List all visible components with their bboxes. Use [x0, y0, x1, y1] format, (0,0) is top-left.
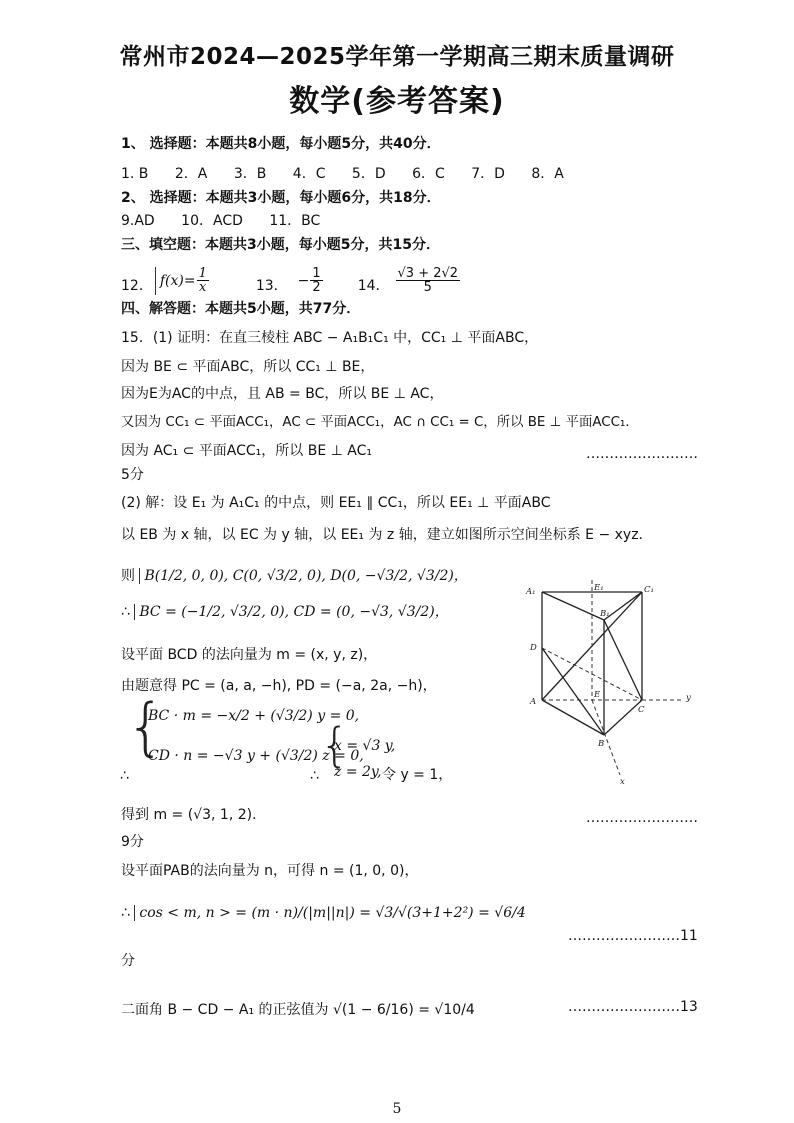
- label-b: B: [598, 739, 605, 749]
- q13-label: 13．: [255, 278, 288, 294]
- score-5: 5分: [121, 467, 144, 483]
- q12-fx: f(x)=: [159, 272, 196, 289]
- answer-6: 6．C: [412, 166, 445, 182]
- let-y-equal-1: 令 y = 1，: [382, 767, 453, 783]
- label-e: E: [594, 690, 601, 700]
- score-13: ……………………13: [568, 999, 698, 1015]
- section-3-heading: 三、填空题：本题共3小题，每小题5分，共15分．: [121, 237, 440, 253]
- edge-b1-c1: [604, 592, 642, 620]
- therefore-1: ∴: [121, 604, 130, 620]
- p15-line-12: 得到 m = (√3, 1, 2)．: [121, 807, 267, 823]
- q13-answer: [298, 267, 324, 295]
- section-2-heading: 2、 选择题：本题共3小题，每小题6分，共18分．: [121, 190, 441, 206]
- score-dots-9: ……………………: [586, 810, 698, 826]
- p15-line-5: 因为 AC₁ ⊂ 平面ACC₁，所以 BE ⊥ AC₁: [121, 443, 373, 459]
- q12-label: 12．: [121, 278, 153, 294]
- p15-line-2: 因为 BE ⊂ 平面ABC，所以 CC₁ ⊥ BE，: [121, 359, 375, 375]
- therefore-4: ∴: [121, 905, 130, 921]
- exam-title: 常州市2024—2025学年第一学期高三期末质量调研: [119, 44, 675, 70]
- answer-10: 10．ACD: [181, 213, 243, 229]
- q14-answer: [396, 267, 461, 295]
- p15-line-14: [121, 905, 526, 921]
- multi-answer-list: [121, 210, 342, 230]
- edge-a-b: [542, 700, 604, 735]
- left-brace-2: {: [320, 718, 350, 772]
- p15-line-7: 以 EB 为 x 轴，以 EC 为 y 轴，以 EE₁ 为 z 轴，建立如图所示空间坐标系 E − xyz．: [121, 527, 653, 543]
- label-x: x: [620, 777, 625, 787]
- x-axis: [592, 700, 620, 775]
- segment-b1-c: [604, 620, 642, 700]
- p15-line-11: 由题意得 PC = (a, a, −h), PD = (−a, 2a, −h)，: [121, 678, 437, 694]
- system-eq-2: CD · n = −√3 y + (√3/2) z = 0,: [148, 748, 364, 764]
- prism-figure: [520, 570, 720, 790]
- system2-eq-2: z = 2y,: [334, 764, 382, 780]
- vector-coords: BC = (−1/2, √3/2, 0), CD = (0, −√3, √3/2)，: [134, 604, 448, 620]
- label-a1: A₁: [526, 587, 536, 597]
- answer-8: 8．A: [531, 166, 564, 182]
- label-c: C: [638, 705, 645, 715]
- p15-line-3: 因为E为AC的中点，且 AB = BC，所以 BE ⊥ AC，: [121, 386, 444, 402]
- mc-answer-list: [121, 163, 586, 183]
- score-11: ……………………11: [568, 928, 698, 944]
- system2-eq-1: x = √3 y,: [334, 738, 396, 754]
- q13-sign: −: [297, 272, 310, 289]
- label-c1: C₁: [644, 585, 654, 595]
- p15-line-9: [121, 601, 449, 621]
- p15-line-10: 设平面 BCD 的法向量为 m = (x, y, z)，: [121, 647, 378, 663]
- then-label: 则: [121, 568, 135, 584]
- point-coords: B(1/2, 0, 0), C(0, √3/2, 0), D(0, −√3/2, √3/2)，: [139, 568, 467, 584]
- label-d: D: [530, 643, 537, 653]
- left-brace-1: {: [126, 690, 166, 763]
- answer-5: 5．D: [351, 166, 386, 182]
- fill-answers: [121, 255, 461, 295]
- q13-den: 2: [312, 280, 321, 296]
- therefore-2: ∴: [120, 768, 129, 784]
- label-b1: B₁: [600, 609, 610, 619]
- label-y: y: [686, 693, 691, 703]
- score-9: 9分: [121, 834, 144, 850]
- answer-4: 4．C: [292, 166, 326, 182]
- answer-2: 2．A: [174, 166, 208, 182]
- q14-label: 14．: [357, 278, 390, 294]
- system-eq-1: BC · m = −x/2 + (√3/2) y = 0,: [148, 708, 360, 724]
- q14-num: √3 + 2√2: [397, 265, 459, 281]
- score-dots-5: ……………………: [586, 446, 698, 462]
- q12-answer: [155, 267, 210, 295]
- p15-line-1: 15．(1) 证明：在直三棱柱 ABC − A₁B₁C₁ 中，CC₁ ⊥ 平面ABC，: [121, 330, 539, 346]
- q13-num: 1: [312, 265, 321, 281]
- p15-line-13: 设平面PAB的法向量为 n，可得 n = (1, 0, 0)，: [121, 863, 419, 879]
- section-1-heading: 1、 选择题：本题共8小题，每小题5分，共40分．: [121, 136, 441, 152]
- cos-formula: cos < m, n > = (m · n)/(|m||n|) = √3/√(3+1+2²) = √6/4: [134, 905, 525, 921]
- page-number: 5: [392, 1101, 402, 1117]
- p15-line-4: 又因为 CC₁ ⊂ 平面ACC₁，AC ⊂ 平面ACC₁，AC ∩ CC₁ = C，所以 BE ⊥ 平面ACC₁．: [121, 415, 639, 430]
- score-11-unit: 分: [121, 953, 135, 969]
- equation-system: [118, 690, 518, 790]
- answer-7: 7．D: [471, 166, 505, 182]
- answer-3: 3．B: [233, 166, 267, 182]
- q12-den: x: [199, 280, 207, 296]
- therefore-3: ∴: [310, 768, 319, 784]
- section-4-heading: 四、解答题：本题共5小题，共77分．: [121, 301, 361, 317]
- answer-9: 9.AD: [121, 213, 155, 229]
- edge-a1-b1: [542, 592, 604, 620]
- q12-num: 1: [198, 265, 207, 281]
- q14-den: 5: [423, 280, 432, 296]
- answer-1: 1. B: [121, 166, 149, 182]
- answer-title: 数学(参考答案): [289, 84, 505, 119]
- edge-b-c: [604, 700, 642, 735]
- label-e1: E₁: [594, 583, 604, 593]
- p15-line-6: (2) 解：设 E₁ 为 A₁C₁ 的中点，则 EE₁ ∥ CC₁，所以 EE₁ ⊥ 平面ABC: [121, 495, 551, 511]
- answer-11: 11．BC: [269, 213, 321, 229]
- label-a: A: [530, 697, 537, 707]
- p15-line-15: 二面角 B − CD − A₁ 的正弦值为 √(1 − 6/16) = √10/4: [121, 1002, 475, 1018]
- p15-line-8: [121, 565, 468, 585]
